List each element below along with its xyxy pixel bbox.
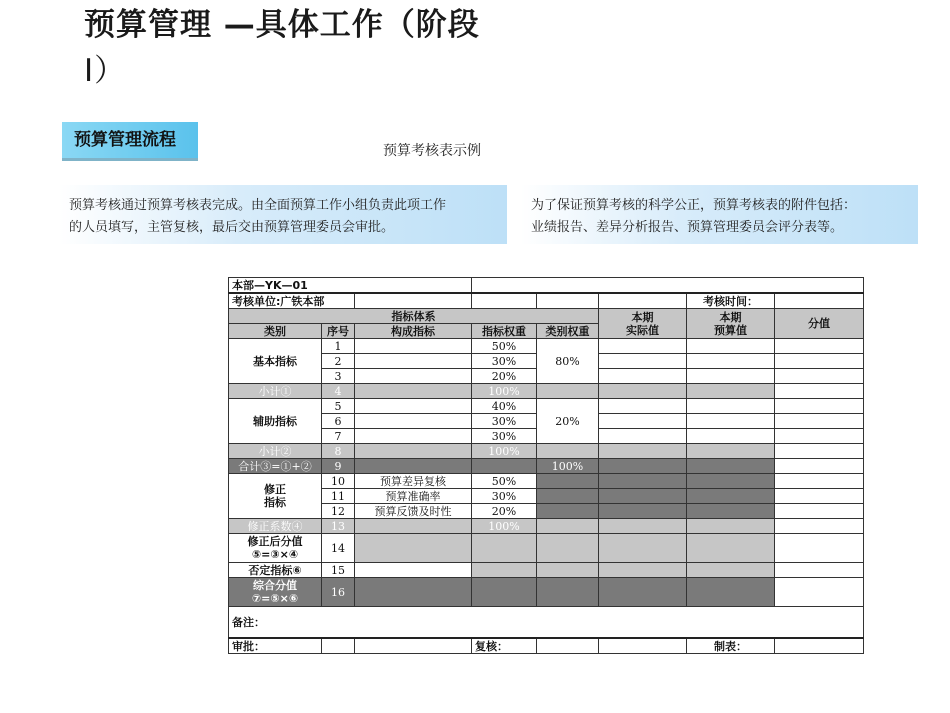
table-row: 修正系数④ 13 100% — [229, 519, 864, 534]
basic-category: 基本指标 — [229, 339, 322, 384]
aux-cat-weight: 20% — [537, 399, 599, 444]
subtotal1-label: 小计① — [229, 384, 322, 399]
adjusted-label: 修正后分值 ⑤=③×④ — [229, 534, 322, 563]
category-header: 类别 — [229, 324, 322, 339]
time-label: 考核时间： — [687, 293, 775, 309]
note-left-line2: 的人员填写，主管复核，最后交由预算管理委员会审批。 — [69, 220, 395, 235]
page-title-line2: Ⅰ） — [84, 53, 127, 89]
table-row — [229, 607, 864, 639]
indicator-system-header: 指标体系 — [229, 309, 599, 324]
table-row: 小计① 4 100% — [229, 384, 864, 399]
approve-label: 审批： — [229, 638, 322, 654]
table-row: 基本指标 1 50% 80% — [229, 339, 864, 354]
table-row: 11 预算准确率 30% — [229, 489, 864, 504]
note-right — [521, 185, 918, 244]
page-title-line1: 预算管理 —具体工作（阶段 — [84, 7, 480, 43]
table-row — [229, 293, 864, 309]
note-right-line2: 业绩报告、差异分析报告、预算管理委员会评分表等。 — [531, 220, 844, 235]
section-label: 预算管理流程 — [62, 122, 198, 158]
note-left-line1: 预算考核通过预算考核表完成。由全面预算工作小组负责此项工作 — [69, 198, 447, 213]
table-row: 12 预算反馈及时性 20% — [229, 504, 864, 519]
actual-header: 本期 实际值 — [599, 309, 687, 339]
aux-category: 辅助指标 — [229, 399, 322, 444]
score-header: 分值 — [775, 309, 864, 339]
table-row — [229, 638, 864, 654]
unit-label: 考核单位:广铁本部 — [229, 293, 355, 309]
seq-header: 序号 — [322, 324, 355, 339]
basic-cat-weight: 80% — [537, 339, 599, 384]
table-row: 7 30% — [229, 429, 864, 444]
table-row: 6 30% — [229, 414, 864, 429]
budget-assessment-table — [228, 277, 864, 654]
table-row: 辅助指标 5 40% 20% — [229, 399, 864, 414]
table-row: 2 30% — [229, 354, 864, 369]
table-caption: 预算考核表示例 — [383, 143, 481, 159]
table-row: 3 20% — [229, 369, 864, 384]
table-row — [229, 309, 864, 324]
table-row: 否定指标⑥ 15 — [229, 563, 864, 578]
adjust-category: 修正 指标 — [229, 474, 322, 519]
remarks-label: 备注： — [229, 607, 864, 639]
table-row: 修正 指标 10 预算差异复核 50% — [229, 474, 864, 489]
table-row — [229, 278, 864, 294]
table-row: 修正后分值 ⑤=③×④ 14 — [229, 534, 864, 563]
total-label: 合计③=①+② — [229, 459, 322, 474]
weight-header: 指标权重 — [472, 324, 537, 339]
review-label: 复核： — [472, 638, 537, 654]
prepare-label: 制表： — [687, 638, 775, 654]
table-row: 合计③=①+② 9 100% — [229, 459, 864, 474]
page-title — [84, 2, 604, 94]
cat-weight-header: 类别权重 — [537, 324, 599, 339]
note-left — [59, 185, 507, 244]
note-right-line1: 为了保证预算考核的科学公正，预算考核表的附件包括： — [531, 198, 857, 213]
subtotal2-label: 小计② — [229, 444, 322, 459]
veto-label: 否定指标⑥ — [229, 563, 322, 578]
composite-label: 综合分值 ⑦=⑤×⑥ — [229, 578, 322, 607]
budget-header: 本期 预算值 — [687, 309, 775, 339]
table-row: 小计② 8 100% — [229, 444, 864, 459]
component-header: 构成指标 — [355, 324, 472, 339]
form-code: 本部—YK—01 — [229, 278, 472, 294]
adj-coef-label: 修正系数④ — [229, 519, 322, 534]
table-row: 综合分值 ⑦=⑤×⑥ 16 — [229, 578, 864, 607]
